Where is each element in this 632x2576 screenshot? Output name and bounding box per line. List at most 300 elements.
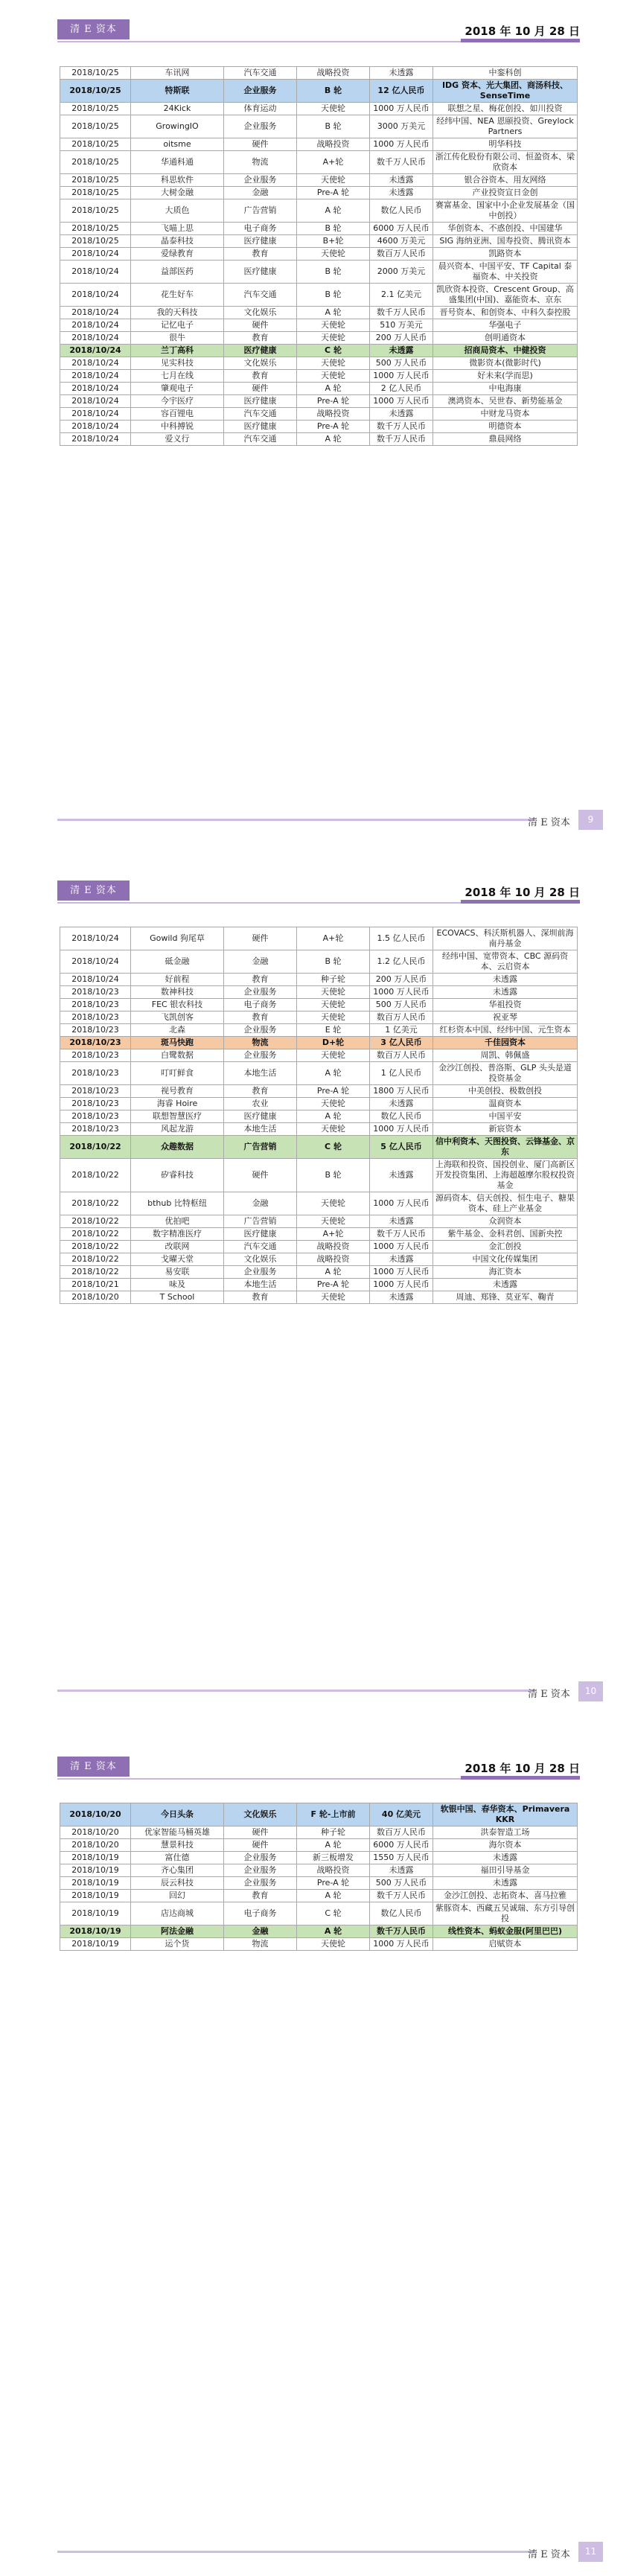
round-cell: 战略投资 <box>297 138 370 151</box>
round-cell: B 轮 <box>297 115 370 138</box>
company-cell: 爱义行 <box>131 433 224 446</box>
table-row <box>60 383 578 395</box>
industry-cell: 硬件 <box>224 138 297 151</box>
investors-cell: 华创资本、不惑创投、中国建华 <box>433 223 578 235</box>
investors-cell: 福田引导基金 <box>433 1864 578 1877</box>
investors-cell: 周迪、郑锋、莫亚军、鞠青 <box>433 1291 578 1304</box>
industry-cell: 汽车交通 <box>224 67 297 80</box>
industry-cell: 企业服务 <box>224 174 297 187</box>
amount-cell: 2000 万美元 <box>370 261 433 284</box>
industry-cell: 本地生活 <box>224 1123 297 1136</box>
industry-cell: 汽车交通 <box>224 433 297 446</box>
table-row <box>60 395 578 408</box>
industry-cell: 体育运动 <box>224 103 297 115</box>
industry-cell: 企业服务 <box>224 1049 297 1062</box>
round-cell: A 轮 <box>297 433 370 446</box>
deal-date-cell: 2018/10/20 <box>60 1291 131 1304</box>
industry-cell: 企业服务 <box>224 80 297 103</box>
round-cell: B 轮 <box>297 261 370 284</box>
table-row <box>60 248 578 261</box>
investors-cell: 软银中国、春华资本、Primavera KKR <box>433 1803 578 1826</box>
industry-cell: 电子商务 <box>224 1902 297 1925</box>
deal-date-cell: 2018/10/24 <box>60 408 131 421</box>
deal-date-cell: 2018/10/22 <box>60 1136 131 1159</box>
round-cell: 天使轮 <box>297 319 370 332</box>
page-9 <box>0 0 632 848</box>
deal-date-cell: 2018/10/24 <box>60 332 131 345</box>
page-number: 10 <box>578 1681 603 1701</box>
deal-date-cell: 2018/10/25 <box>60 67 131 80</box>
round-cell: 天使轮 <box>297 332 370 345</box>
company-cell: 兰丁高科 <box>131 345 224 357</box>
company-cell: 优家智能马桶英雄 <box>131 1826 224 1839</box>
round-cell: B 轮 <box>297 284 370 307</box>
investors-cell: 千佳园资本 <box>433 1037 578 1049</box>
amount-cell: 1000 万人民币 <box>370 103 433 115</box>
industry-cell: 硬件 <box>224 927 297 950</box>
table-row <box>60 67 578 80</box>
amount-cell: 6000 万人民币 <box>370 223 433 235</box>
amount-cell: 40 亿美元 <box>370 1803 433 1826</box>
table-row <box>60 1037 578 1049</box>
amount-cell: 200 万人民币 <box>370 974 433 986</box>
investors-cell: 明德资本 <box>433 421 578 433</box>
round-cell: E 轮 <box>297 1024 370 1037</box>
investors-cell: 招商局资本、中健投资 <box>433 345 578 357</box>
industry-cell: 教育 <box>224 332 297 345</box>
amount-cell: 未透露 <box>370 1864 433 1877</box>
brand-logo: 清 E 资本 <box>57 880 130 901</box>
company-cell: 优拍吧 <box>131 1215 224 1228</box>
industry-cell: 电子商务 <box>224 999 297 1011</box>
investors-cell: 紫豚资本、西藏五吴诚瑞、东方引导创投 <box>433 1902 578 1925</box>
investors-cell: 线性资本、蚂蚁金服(阿里巴巴) <box>433 1925 578 1938</box>
deal-date-cell: 2018/10/25 <box>60 115 131 138</box>
industry-cell: 电子商务 <box>224 223 297 235</box>
industry-cell: 医疗健康 <box>224 1110 297 1123</box>
report-date: 2018 年 10 月 28 日 <box>465 1762 580 1775</box>
round-cell: Pre-A 轮 <box>297 187 370 199</box>
investors-cell: 金汇创投 <box>433 1241 578 1253</box>
amount-cell: 500 万人民币 <box>370 999 433 1011</box>
table-row <box>60 1011 578 1024</box>
deal-date-cell: 2018/10/22 <box>60 1192 131 1215</box>
table-row <box>60 187 578 199</box>
deal-date-cell: 2018/10/24 <box>60 261 131 284</box>
table-row <box>60 1890 578 1902</box>
table-row <box>60 974 578 986</box>
amount-cell: 1000 万人民币 <box>370 1123 433 1136</box>
company-cell: 斑马快跑 <box>131 1037 224 1049</box>
header-accent-rule <box>461 39 580 42</box>
company-cell: 慧景科技 <box>131 1839 224 1852</box>
company-cell: 视号教育 <box>131 1085 224 1098</box>
table-row <box>60 199 578 223</box>
company-cell: 我的天科技 <box>131 307 224 319</box>
amount-cell: 5 亿人民币 <box>370 1136 433 1159</box>
company-cell: 中科搏锐 <box>131 421 224 433</box>
round-cell: 战略投资 <box>297 1253 370 1266</box>
company-cell: 今宇医疗 <box>131 395 224 408</box>
investors-cell: 未透露 <box>433 1877 578 1890</box>
amount-cell: 数千万人民币 <box>370 1925 433 1938</box>
deal-date-cell: 2018/10/25 <box>60 235 131 248</box>
company-cell: 店达商城 <box>131 1902 224 1925</box>
amount-cell: 数千万人民币 <box>370 151 433 174</box>
table-row <box>60 1192 578 1215</box>
company-cell: 北森 <box>131 1024 224 1037</box>
industry-cell: 本地生活 <box>224 1062 297 1085</box>
industry-cell: 金融 <box>224 950 297 974</box>
table-row <box>60 1024 578 1037</box>
investors-cell: 产业投资宣日金创 <box>433 187 578 199</box>
investors-cell: 金沙江创投、普洛斯、GLP 头头是道投资基金 <box>433 1062 578 1085</box>
round-cell: 天使轮 <box>297 370 370 383</box>
table-row <box>60 1291 578 1304</box>
deal-date-cell: 2018/10/19 <box>60 1938 131 1951</box>
round-cell: 天使轮 <box>297 1938 370 1951</box>
header-accent-rule <box>461 1776 580 1780</box>
investors-cell: 未透露 <box>433 1852 578 1864</box>
industry-cell: 汽车交通 <box>224 284 297 307</box>
amount-cell: 3 亿人民币 <box>370 1037 433 1049</box>
table-row <box>60 261 578 284</box>
deal-date-cell: 2018/10/23 <box>60 1037 131 1049</box>
deal-date-cell: 2018/10/19 <box>60 1864 131 1877</box>
table-row <box>60 357 578 370</box>
industry-cell: 农业 <box>224 1098 297 1110</box>
round-cell: B 轮 <box>297 80 370 103</box>
industry-cell: 硬件 <box>224 1826 297 1839</box>
page-11 <box>0 1712 632 2576</box>
amount-cell: 1000 万人民币 <box>370 370 433 383</box>
investors-cell: 祝亚琴 <box>433 1011 578 1024</box>
investors-cell: IDG 资本、光大集团、商汤科技、SenseTime <box>433 80 578 103</box>
investors-cell: 上海联和投资、国投创业、厦门高新区开发投资集团、上海超越摩尔股权投资基金 <box>433 1159 578 1192</box>
company-cell: 24Kick <box>131 103 224 115</box>
amount-cell: 2.1 亿美元 <box>370 284 433 307</box>
amount-cell: 4600 万美元 <box>370 235 433 248</box>
industry-cell: 教育 <box>224 1890 297 1902</box>
company-cell: 砥金融 <box>131 950 224 974</box>
company-cell: 富仕德 <box>131 1852 224 1864</box>
table-row <box>60 1266 578 1279</box>
table-row <box>60 1839 578 1852</box>
amount-cell: 1000 万人民币 <box>370 1266 433 1279</box>
page-number: 11 <box>578 2542 603 2562</box>
deal-date-cell: 2018/10/24 <box>60 248 131 261</box>
footer-brand: 清 E 资本 <box>528 817 570 828</box>
amount-cell: 未透露 <box>370 1291 433 1304</box>
deal-date-cell: 2018/10/23 <box>60 1110 131 1123</box>
round-cell: A+轮 <box>297 1228 370 1241</box>
investors-cell: 好未来(学而思) <box>433 370 578 383</box>
amount-cell: 数百万人民币 <box>370 1049 433 1062</box>
industry-cell: 企业服务 <box>224 1024 297 1037</box>
table-row <box>60 1136 578 1159</box>
deal-date-cell: 2018/10/19 <box>60 1902 131 1925</box>
company-cell: 记忆电子 <box>131 319 224 332</box>
investors-cell: 晨兴资本、中国平安、TF Capital 泰福资本、中关投资 <box>433 261 578 284</box>
amount-cell: 6000 万人民币 <box>370 1839 433 1852</box>
round-cell: 天使轮 <box>297 1291 370 1304</box>
industry-cell: 教育 <box>224 248 297 261</box>
industry-cell: 医疗健康 <box>224 235 297 248</box>
investors-cell: 创明通资本 <box>433 332 578 345</box>
industry-cell: 企业服务 <box>224 115 297 138</box>
amount-cell: 数千万人民币 <box>370 433 433 446</box>
investors-cell: 浙江传化股份有限公司、恒盈资本、梁欣资本 <box>433 151 578 174</box>
table-row <box>60 1938 578 1951</box>
investors-cell: 鼎晨网络 <box>433 433 578 446</box>
company-cell: 今日头条 <box>131 1803 224 1826</box>
footer-brand: 清 E 资本 <box>528 2549 570 2560</box>
investors-cell: 中美创投、极数创投 <box>433 1085 578 1098</box>
table-row <box>60 1864 578 1877</box>
investors-cell: 信中利资本、天图投资、云锋基金、京东 <box>433 1136 578 1159</box>
industry-cell: 硬件 <box>224 319 297 332</box>
deal-date-cell: 2018/10/20 <box>60 1803 131 1826</box>
industry-cell: 企业服务 <box>224 986 297 999</box>
investors-cell: 未透露 <box>433 974 578 986</box>
investors-cell: 经纬中国、宽带资本、CBC 源码资本、云启资本 <box>433 950 578 974</box>
investors-cell: 海汇资本 <box>433 1266 578 1279</box>
table-row <box>60 151 578 174</box>
deal-date-cell: 2018/10/22 <box>60 1159 131 1192</box>
round-cell: Pre-A 轮 <box>297 1085 370 1098</box>
investors-cell: 温商资本 <box>433 1098 578 1110</box>
amount-cell: 1000 万人民币 <box>370 1279 433 1291</box>
company-cell: 众趣数据 <box>131 1136 224 1159</box>
round-cell: D+轮 <box>297 1037 370 1049</box>
deal-date-cell: 2018/10/24 <box>60 395 131 408</box>
amount-cell: 未透露 <box>370 345 433 357</box>
table-row <box>60 332 578 345</box>
deal-date-cell: 2018/10/19 <box>60 1877 131 1890</box>
deals-table <box>60 66 578 446</box>
investors-cell: 海尔资本 <box>433 1839 578 1852</box>
deal-date-cell: 2018/10/19 <box>60 1925 131 1938</box>
industry-cell: 教育 <box>224 1011 297 1024</box>
industry-cell: 教育 <box>224 1291 297 1304</box>
industry-cell: 文化娱乐 <box>224 1253 297 1266</box>
industry-cell: 物流 <box>224 151 297 174</box>
round-cell: 新三板增发 <box>297 1852 370 1864</box>
deal-date-cell: 2018/10/24 <box>60 357 131 370</box>
table-row <box>60 345 578 357</box>
deals-table <box>60 927 578 1304</box>
table-row <box>60 307 578 319</box>
investors-cell: 凯路资本 <box>433 248 578 261</box>
industry-cell: 企业服务 <box>224 1852 297 1864</box>
table-row <box>60 1902 578 1925</box>
amount-cell: 1 亿人民币 <box>370 1062 433 1085</box>
deal-date-cell: 2018/10/23 <box>60 1011 131 1024</box>
deal-date-cell: 2018/10/25 <box>60 138 131 151</box>
round-cell: A 轮 <box>297 199 370 223</box>
deal-date-cell: 2018/10/20 <box>60 1826 131 1839</box>
round-cell: F 轮-上市前 <box>297 1803 370 1826</box>
amount-cell: 1550 万人民币 <box>370 1852 433 1864</box>
round-cell: A 轮 <box>297 307 370 319</box>
amount-cell: 未透露 <box>370 67 433 80</box>
table-row <box>60 999 578 1011</box>
industry-cell: 企业服务 <box>224 1266 297 1279</box>
company-cell: 齐心集团 <box>131 1864 224 1877</box>
deal-date-cell: 2018/10/24 <box>60 433 131 446</box>
round-cell: 天使轮 <box>297 357 370 370</box>
amount-cell: 数亿人民币 <box>370 1902 433 1925</box>
deal-date-cell: 2018/10/24 <box>60 284 131 307</box>
investors-cell: 微影资本(微影时代) <box>433 357 578 370</box>
table-row <box>60 174 578 187</box>
table-row <box>60 1925 578 1938</box>
amount-cell: 未透露 <box>370 174 433 187</box>
investors-cell: 明华科技 <box>433 138 578 151</box>
deal-date-cell: 2018/10/23 <box>60 1062 131 1085</box>
table-row <box>60 80 578 103</box>
industry-cell: 金融 <box>224 1192 297 1215</box>
company-cell: 味及 <box>131 1279 224 1291</box>
industry-cell: 企业服务 <box>224 1877 297 1890</box>
round-cell: 天使轮 <box>297 1215 370 1228</box>
deal-date-cell: 2018/10/24 <box>60 974 131 986</box>
investors-cell: 源码资本、信天创投、恒生电子、糖果资本、硅上产业基金 <box>433 1192 578 1215</box>
amount-cell: 未透露 <box>370 1159 433 1192</box>
deal-date-cell: 2018/10/25 <box>60 187 131 199</box>
amount-cell: 1000 万人民币 <box>370 138 433 151</box>
company-cell: 矽睿科技 <box>131 1159 224 1192</box>
round-cell: B 轮 <box>297 950 370 974</box>
company-cell: 联想智慧医疗 <box>131 1110 224 1123</box>
round-cell: Pre-A 轮 <box>297 395 370 408</box>
investors-cell: 未透露 <box>433 986 578 999</box>
industry-cell: 物流 <box>224 1938 297 1951</box>
investors-cell: 澳鸿资本、吴世春、新势能基金 <box>433 395 578 408</box>
amount-cell: 1000 万人民币 <box>370 1192 433 1215</box>
investors-cell: 金沙江创投、志拓资本、喜马拉雅 <box>433 1890 578 1902</box>
table-row <box>60 1241 578 1253</box>
table-row <box>60 1803 578 1826</box>
investors-cell: 经纬中国、NEA 恩颐投资、Greylock Partners <box>433 115 578 138</box>
amount-cell: 未透露 <box>370 1098 433 1110</box>
brand-logo: 清 E 资本 <box>57 19 130 39</box>
round-cell: 战略投资 <box>297 1241 370 1253</box>
table-row <box>60 1826 578 1839</box>
footer-rule <box>57 819 534 821</box>
company-cell: 华通科通 <box>131 151 224 174</box>
round-cell: 种子轮 <box>297 974 370 986</box>
industry-cell: 汽车交通 <box>224 1241 297 1253</box>
industry-cell: 硬件 <box>224 383 297 395</box>
industry-cell: 广告营销 <box>224 1215 297 1228</box>
industry-cell: 文化娱乐 <box>224 357 297 370</box>
round-cell: A 轮 <box>297 1062 370 1085</box>
company-cell: 好前程 <box>131 974 224 986</box>
company-cell: 回幻 <box>131 1890 224 1902</box>
industry-cell: 广告营销 <box>224 199 297 223</box>
table-row <box>60 223 578 235</box>
round-cell: 天使轮 <box>297 986 370 999</box>
round-cell: B+轮 <box>297 235 370 248</box>
amount-cell: 未透露 <box>370 1253 433 1266</box>
page-10 <box>0 848 632 1712</box>
deal-date-cell: 2018/10/21 <box>60 1279 131 1291</box>
amount-cell: 500 万人民币 <box>370 1877 433 1890</box>
company-cell: oitsme <box>131 138 224 151</box>
amount-cell: 数亿人民币 <box>370 199 433 223</box>
amount-cell: 3000 万美元 <box>370 115 433 138</box>
investors-cell: 中电海康 <box>433 383 578 395</box>
deal-date-cell: 2018/10/23 <box>60 1049 131 1062</box>
round-cell: 天使轮 <box>297 1192 370 1215</box>
industry-cell: 医疗健康 <box>224 421 297 433</box>
deals-table-body <box>60 927 578 1304</box>
company-cell: 特斯联 <box>131 80 224 103</box>
industry-cell: 医疗健康 <box>224 345 297 357</box>
investors-cell: 华强电子 <box>433 319 578 332</box>
round-cell: 天使轮 <box>297 1098 370 1110</box>
brand-logo: 清 E 资本 <box>57 1757 130 1777</box>
investors-cell: 华祖投资 <box>433 999 578 1011</box>
deal-date-cell: 2018/10/24 <box>60 950 131 974</box>
round-cell: A 轮 <box>297 1110 370 1123</box>
company-cell: 益部医药 <box>131 261 224 284</box>
round-cell: Pre-A 轮 <box>297 421 370 433</box>
industry-cell: 金融 <box>224 1925 297 1938</box>
amount-cell: 数千万人民币 <box>370 421 433 433</box>
deal-date-cell: 2018/10/25 <box>60 151 131 174</box>
company-cell: 易安联 <box>131 1266 224 1279</box>
amount-cell: 200 万人民币 <box>370 332 433 345</box>
investors-cell: 联想之星、梅花创投、如川投资 <box>433 103 578 115</box>
amount-cell: 1000 万人民币 <box>370 395 433 408</box>
investors-cell: 未透露 <box>433 1279 578 1291</box>
industry-cell: 汽车交通 <box>224 408 297 421</box>
industry-cell: 文化娱乐 <box>224 307 297 319</box>
industry-cell: 文化娱乐 <box>224 1803 297 1826</box>
company-cell: 大质色 <box>131 199 224 223</box>
company-cell: 运个货 <box>131 1938 224 1951</box>
company-cell: 晶泰科技 <box>131 235 224 248</box>
amount-cell: 1000 万人民币 <box>370 1938 433 1951</box>
deal-date-cell: 2018/10/23 <box>60 986 131 999</box>
amount-cell: 未透露 <box>370 1215 433 1228</box>
round-cell: A 轮 <box>297 383 370 395</box>
deals-table-body <box>60 67 578 446</box>
company-cell: 爱绿教育 <box>131 248 224 261</box>
page-number: 9 <box>578 810 603 830</box>
amount-cell: 数千万人民币 <box>370 1228 433 1241</box>
investors-cell: 凯欣资本投资、Crescent Group、高盛集团(中国)、嘉能资本、京东 <box>433 284 578 307</box>
footer-rule <box>57 1690 534 1692</box>
deal-date-cell: 2018/10/22 <box>60 1253 131 1266</box>
table-row <box>60 950 578 974</box>
investors-cell: 启赋资本 <box>433 1938 578 1951</box>
table-row <box>60 986 578 999</box>
company-cell: 数神科技 <box>131 986 224 999</box>
company-cell: 海睿 Hoire <box>131 1098 224 1110</box>
table-row <box>60 1215 578 1228</box>
investors-cell: 中财龙马资本 <box>433 408 578 421</box>
table-row <box>60 1110 578 1123</box>
amount-cell: 数百万人民币 <box>370 1826 433 1839</box>
round-cell: 战略投资 <box>297 67 370 80</box>
table-row <box>60 370 578 383</box>
company-cell: 戈曜天堂 <box>131 1253 224 1266</box>
company-cell: 花生好车 <box>131 284 224 307</box>
deals-table-body <box>60 1803 578 1951</box>
